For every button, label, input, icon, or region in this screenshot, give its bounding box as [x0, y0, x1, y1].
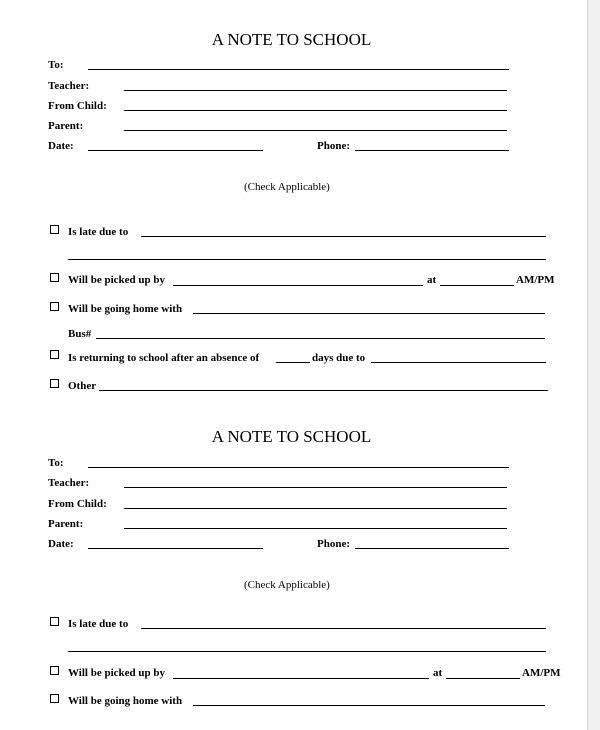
- going-home-checkbox-2[interactable]: [50, 694, 59, 703]
- pickup-time-line-1[interactable]: [440, 285, 514, 286]
- date-line-1[interactable]: [88, 150, 263, 151]
- teacher-label-1: Teacher:: [48, 80, 90, 92]
- going-home-label-2: Will be going home with: [68, 695, 183, 707]
- ampm-label-2: AM/PM: [522, 667, 561, 679]
- absence-reason-line-1[interactable]: [371, 362, 546, 363]
- phone-label-2: Phone:: [317, 538, 350, 550]
- picked-up-label-2: Will be picked up by: [68, 667, 165, 679]
- other-label-1: Other: [68, 380, 97, 392]
- date-label-2: Date:: [48, 538, 74, 550]
- note-title-1: A NOTE TO SCHOOL: [211, 30, 372, 49]
- teacher-label-2: Teacher:: [48, 477, 90, 489]
- other-line-1[interactable]: [99, 390, 548, 391]
- phone-line-2[interactable]: [355, 548, 509, 549]
- picked-up-name-line-2[interactable]: [173, 678, 429, 679]
- check-applicable-2: (Check Applicable): [244, 579, 330, 591]
- pickup-time-line-2[interactable]: [446, 678, 520, 679]
- going-home-label-1: Will be going home with: [68, 303, 183, 315]
- going-home-line-2[interactable]: [193, 705, 545, 706]
- late-checkbox-1[interactable]: [50, 225, 59, 234]
- date-label-1: Date:: [48, 140, 74, 152]
- to-line-2[interactable]: [88, 467, 509, 468]
- ampm-label-1: AM/PM: [516, 274, 555, 286]
- late-reason-line-2b[interactable]: [68, 651, 546, 652]
- picked-up-name-line-1[interactable]: [173, 285, 423, 286]
- at-label-2: at: [433, 667, 443, 679]
- from-child-line-2[interactable]: [124, 508, 507, 509]
- at-label-1: at: [427, 274, 437, 286]
- late-reason-line-2[interactable]: [141, 628, 546, 629]
- returning-checkbox-1[interactable]: [50, 350, 59, 359]
- to-line-1[interactable]: [88, 69, 509, 70]
- phone-line-1[interactable]: [355, 150, 509, 151]
- picked-up-label-1: Will be picked up by: [68, 274, 165, 286]
- picked-up-checkbox-2[interactable]: [50, 666, 59, 675]
- from-child-line-1[interactable]: [124, 110, 507, 111]
- note-title-2: A NOTE TO SCHOOL: [211, 427, 372, 446]
- phone-label-1: Phone:: [317, 140, 350, 152]
- bus-label-1: Bus#: [68, 328, 92, 340]
- going-home-line-1[interactable]: [193, 313, 545, 314]
- parent-label-1: Parent:: [48, 120, 84, 132]
- late-label-1: Is late due to: [68, 226, 129, 238]
- late-reason-line-1[interactable]: [141, 236, 546, 237]
- parent-line-2[interactable]: [124, 528, 507, 529]
- from-child-label-2: From Child:: [48, 498, 107, 510]
- bus-line-1[interactable]: [96, 338, 545, 339]
- late-reason-line-1b[interactable]: [68, 259, 546, 260]
- parent-line-1[interactable]: [124, 130, 507, 131]
- teacher-line-1[interactable]: [124, 90, 507, 91]
- late-checkbox-2[interactable]: [50, 617, 59, 626]
- absence-days-line-1[interactable]: [276, 362, 310, 363]
- returning-label-1: Is returning to school after an absence of: [68, 352, 260, 364]
- late-label-2: Is late due to: [68, 618, 129, 630]
- date-line-2[interactable]: [88, 548, 263, 549]
- check-applicable-1: (Check Applicable): [244, 181, 330, 193]
- days-due-to-label-1: days due to: [312, 352, 366, 364]
- teacher-line-2[interactable]: [124, 487, 507, 488]
- going-home-checkbox-1[interactable]: [50, 302, 59, 311]
- from-child-label-1: From Child:: [48, 100, 107, 112]
- picked-up-checkbox-1[interactable]: [50, 273, 59, 282]
- to-label-2: To:: [48, 457, 64, 469]
- other-checkbox-1[interactable]: [50, 379, 59, 388]
- parent-label-2: Parent:: [48, 518, 84, 530]
- to-label-1: To:: [48, 59, 64, 71]
